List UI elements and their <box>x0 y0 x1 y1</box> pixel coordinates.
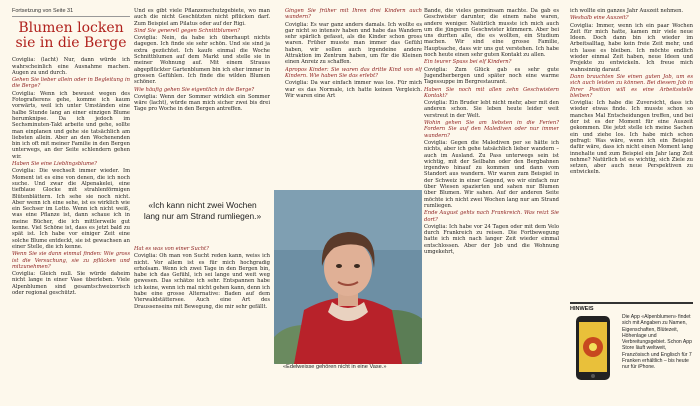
speaker-label: Coviglia: <box>285 80 311 87</box>
answer-text: Oh man von Sucht reden kann, weiss ich nicht. Vor allem ist es für mich hochgradig erholsam. Wenn ich zwei Tage in den Bergen bin, habe ich das Gefühl, ich sei lange und weit weg gewesen. Das schätze ich sehr. Entspannen habe ich keine, wenn ich mal nicht gehen kann, denn ich habe eine grosse Alternative: Baden auf dem Vierwaldstättersee. Auch eine Art des Draussenseins mit Bewegung, die mir sehr gefällt. <box>134 253 270 310</box>
continuation-kicker: Fortsetzung von Seite 31 <box>12 8 130 17</box>
interview-answer <box>134 8 270 27</box>
answer-text: Und es gibt viele Pflanzenschutzgebiete, wo man auch die nicht Geschützten nicht pflücken darf. Zum Beispiel am Pilatus oder auf der Rigi. <box>134 8 270 27</box>
answer-text: Die wechselt immer wieder. Im Moment ist es eine von denen, die ich noch suche. Und zwar die Alpenakelei, eine tiefblaue Glocke mit strahlenförmigen Blütenblättern. Ich sehe sie noch nicht. Aber wenn ich eine sehe, ist es wirklich wie ein Sechser im Lotto. Wenn ich nicht weiß, was eine Pflanze ist, dann schaue ich in meine Bücher, die ich mittlerweile gut kenne. Viel Schöne ist, dass es jetzt bald zu spät ist. Ich habe vor einiger Zeit eine solche Blume entdeckt, sie ist gewachsen an einer Stelle, die ich kenne. <box>12 168 130 250</box>
answer-text: Ich habe vor 24 Tagen oder mit dem Velo durch Frankreich zu reisen. Die Fortbewegung hatte ich mich nach langer Zeit wieder einmal entschlossen. Aber der Job und die Wohnung umgekehrt, <box>424 223 559 255</box>
speaker-label: Coviglia: <box>134 253 160 260</box>
answer-text: Immer, wenn ich ein paar Wochen Zeit für mich hatte, kamen mir viele neue Ideen. Doch dann bin ich wieder im Arbeitsalltag, habe kein freie Zeit mehr, und ich lasse es bleiben. Ich möchte endlich wieder einmal Zeit haben, neue Ideen und Projekte zu entwickeln. Ich freue mich wahnsinnig darauf. <box>570 22 693 73</box>
speaker-label: Coviglia: <box>424 139 451 146</box>
answer-text: Ein Bruder lebt nicht mehr, aber mit den anderen schon. Sie leben heute leider weit verstreut in der Welt. <box>424 100 559 119</box>
column-3-body <box>285 8 422 99</box>
speaker-label: Coviglia: <box>570 100 597 107</box>
answer-text: (lacht) Nur, dann würde ich wahrscheinlich eine Ausnahme machen. Augen zu und durch. <box>12 57 130 76</box>
article-headline: Blumen locken sie in die Berge <box>15 20 127 52</box>
column-2-lower <box>134 246 270 402</box>
interview-question: Wohin gehen Sie am liebsten in die Ferien? Fordern Sie auf den Malediven oder nur immer wandern? <box>424 120 559 139</box>
column-1-body <box>12 57 130 296</box>
hinweis-text: Die App «Alpenblumen» findet sich mit Angaben zu Namen, Eigenschaften, Blütezeit, Höhenlage und Verbreitungsgebiet. Schon App Store läuft weltweit, Französisch und Englisch für 7 Franken erhältlich – bis heute nur für iPhone. <box>622 314 692 371</box>
column-4-body <box>424 8 559 255</box>
hinweis-label: HINWEIS <box>570 306 594 312</box>
interview-question: Haben Sie noch mit allen zehn Geschwistern Kontakt? <box>424 86 559 99</box>
interview-answer <box>134 94 270 113</box>
interview-answer <box>285 80 422 99</box>
column-2-body <box>134 8 270 113</box>
answer-text: Es war ganz anders damals. Ich wollte es gar nicht so intensiv haben und habe das Wandern sehr spärlich gefasst, als die Kinder schon gross waren. Früher musste man immer das Gefühl haben, wir sollen auch irgendeine andere Attraktion im Zentrum haben, um für die Kleinen einen Anreiz zu schaffen. <box>285 21 422 66</box>
answer-text: Wenn ich bewusst wegen des Fotografierens gehe, komme ich kaum vorwärts, weil ich unter Umständen eine halbe Stunde lang an einer einzigen Blume herumknipse. Da ich jedoch im Sechsminuten-Takt arbeite und gehe, sollte man einplanen und gehe sie tatsächlich am liebsten allein. Aber an den Wochenenden bin ich oft mit meiner Familie in den Bergen unterwegs, an der Seite schlendern gehen wir. <box>12 90 130 160</box>
speaker-label: Coviglia: <box>570 22 597 29</box>
speaker-label: Coviglia: <box>134 35 162 42</box>
interview-question: Hat es was von einer Sucht? <box>134 246 209 252</box>
interview-answer <box>424 100 559 119</box>
column-4 <box>424 8 559 403</box>
interview-answer <box>424 140 559 209</box>
interview-question: Weshalb eine Auszeit? <box>570 15 629 22</box>
answer-text: Gegen die Malediven per se hätte ich nichts, aber ich gehe tatsächlich lieber wandern – auch im Ausland. Zu Pass unterwegs sein ist wichtig, mit der Seilbahn oder den Bergbahnen irgendwo hinauf zu kommen und dann vom Standort aus wandern. Wir waren zum Beispiel in der Schweiz in einer Gegend, wo wir einfach nur über Wiesen spazierten und sahen nur Blumen über Blumen. Wir sahen. Auf der anderen Seite möchte ich nicht zwei Wochen lang nur am Strand rumliegen. <box>424 139 559 209</box>
interview-question: Ein teurer Spass bei elf Kindern? <box>424 59 512 66</box>
column-5 <box>570 8 693 308</box>
speaker-label: Coviglia: <box>424 66 455 73</box>
column-2-lower-body <box>134 246 270 310</box>
interview-answer <box>12 91 130 160</box>
speaker-label: Coviglia: <box>134 93 160 100</box>
interview-answer <box>12 57 130 76</box>
interview-question: Haben Sie eine Lieblingsblume? <box>12 161 97 168</box>
answer-text: Da war einfach immer was los. Für mich war es das Normale, ich hatte keinen Vergleich. Wir waren eine Art <box>285 80 422 99</box>
speaker-label: Coviglia: <box>12 271 40 278</box>
answer-text: Ich habe die Zuversicht, dass ich wieder etwas finde. Ich musste schon so manches Mal Entscheidungen treffen, und bei der ist es der Moment für eine Auszeit gekommen. Die jetzt stelle ich meine Sachen ein und ziehe los. Ich habe mich schon gefragt: Was wäre, wenn ich ein Beispiel dafür wäre, dass ich nicht einen Moment lang innehalte und zum Beispiel ein Jahr lang Zeit nehme? Natürlich ist es wichtig, sich Ziele zu setzen, aber auch neue Perspektiven zu entwickeln. <box>570 100 693 176</box>
speaker-label: Coviglia: <box>285 21 311 28</box>
interview-question: Dann brauchten Sie einen guten Job, um es sich auch leisten zu können. Bei diesem Job in Ihrer Position will es eine Arbeitsstelle bleiben? <box>570 73 693 99</box>
interview-question: Gehen Sie lieber allein oder in Begleitung in die Berge? <box>12 77 130 90</box>
interview-question: Ende August gehts nach Frankreich. Was reizt Sie dort? <box>424 210 559 223</box>
interview-answer <box>570 8 693 14</box>
answer-text: ich wollte ein ganzes Jahr Auszeit nehmen. <box>570 8 684 14</box>
hinweis-box <box>570 302 693 404</box>
interview-question: Sind Sie generell gegen Schnittblumen? <box>134 27 240 34</box>
interview-answer <box>424 224 559 255</box>
interview-answer <box>134 35 270 85</box>
column-3 <box>285 8 422 198</box>
interview-question: Wenn Sie sie dann einmal finden: Wie gross ist die Versuchung, sie zu pflücken und mitzunehmen? <box>12 251 130 270</box>
answer-text: Bande, die vieles gemeinsam machte. Da gab es Geschwister darunter, die einem nahe waren, andere weniger. Natürlich musste ich mich auch um die jüngeren Geschwister kümmern. Aber bei uns durften alle, die es wollten, ein Studium machen. Wir sind eine grosse Familie, Hauptsache, dass wir uns gut verstehen. Ich habe noch heute einen sehr guten Kontakt zu allen. <box>424 8 559 59</box>
interview-question: Apropos Kinder: Sie waren das dritte Kind von elf Kindern. Wie haben Sie das erlebt? <box>285 66 422 79</box>
column-1 <box>12 8 130 403</box>
portrait-illustration <box>274 190 422 364</box>
photo-caption: «Edelweisse gehören nicht in eine Vase.» <box>283 364 387 370</box>
answer-text: Gleich null. Sie würde daheim nicht lange in einer Vase überleben. Viele Alpenblumen sind gesamtschweizerisch oder regional geschützt. <box>12 271 130 296</box>
interview-answer <box>12 168 130 250</box>
answer-text: Zum Glück gab es sehr gute Jugendherbergen und später noch eine warme Tagessuppe im Bergrestaurant. <box>424 66 559 86</box>
answer-text: Nein, da habe ich überhaupt nichts dagegen. Ich finde sie sehr schön. Und sie sind ja extra gezüchtet. Ich kaufe einmal die Woche Schnittblumen auf dem Markt und stelle sie in meiner Wohnung auf. Mit einem Strauss abgepflückter Gartenblumen bin ich eher immer in grossen Gefühlen. Ich finde die wilden Blumen schöner. <box>134 35 270 86</box>
interview-answer <box>134 253 270 310</box>
column-2 <box>134 8 270 203</box>
column-5-body <box>570 8 693 176</box>
interview-answer <box>424 67 559 86</box>
speaker-label: Coviglia: <box>12 168 40 175</box>
interview-answer <box>424 8 559 58</box>
answer-text: Wenn der Sommer wirklich ein Sommer wäre (lacht), würde man mich sicher zwei bis drei Tage pro Woche in den Bergen antreffen. <box>134 93 270 113</box>
speaker-label: Coviglia: <box>424 100 450 107</box>
interview-question: Gingen Sie früher mit Ihren drei Kindern auch wandern? <box>285 8 422 21</box>
interview-question: Wie häufig gehen Sie eigentlich in die Berge? <box>134 86 255 93</box>
interview-answer <box>570 23 693 73</box>
interview-answer <box>285 22 422 66</box>
speaker-label: Coviglia: <box>424 223 450 230</box>
interview-answer <box>570 100 693 176</box>
portrait-photo <box>274 190 422 364</box>
interview-answer <box>12 271 130 296</box>
speaker-label: Coviglia: <box>12 90 41 97</box>
pull-quote: «Ich kann nicht zwei Wochen lang nur am Strand rumliegen.» <box>143 200 262 221</box>
smartphone-app-icon <box>570 314 618 384</box>
speaker-label: Coviglia: <box>12 57 41 64</box>
